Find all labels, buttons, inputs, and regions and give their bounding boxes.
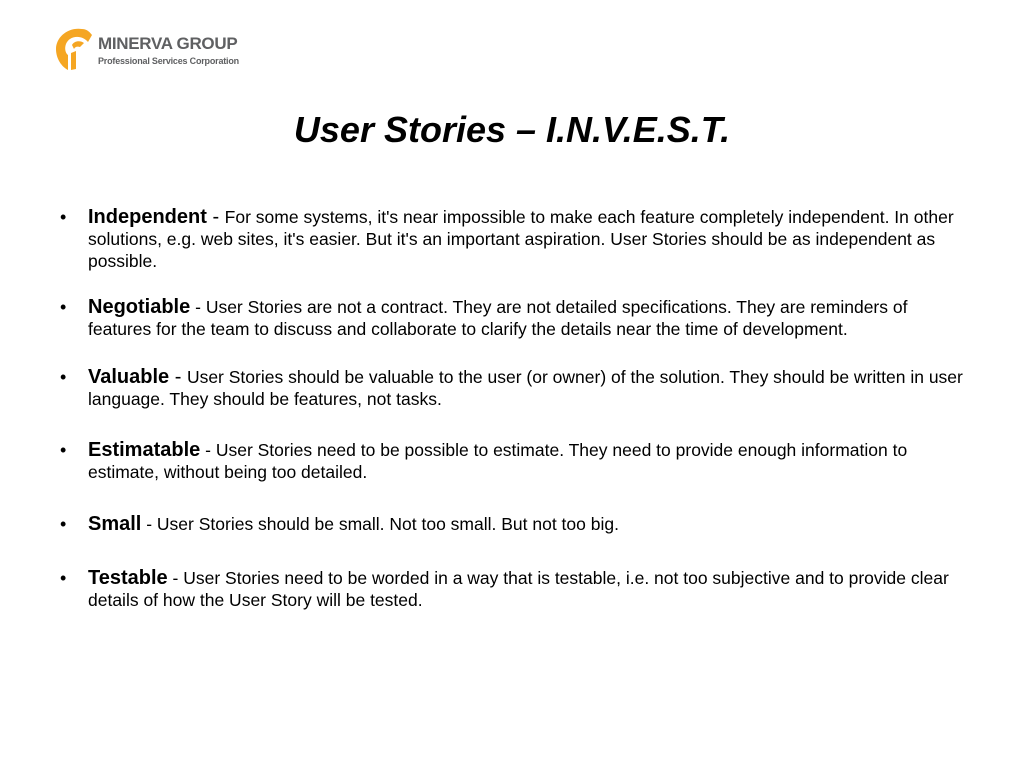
bullet-testable xyxy=(56,567,966,611)
bullet-small xyxy=(56,513,966,535)
bullet-separator: - xyxy=(167,568,184,588)
bullet-description: User Stories need to be worded in a way that is testable, i.e. not too subjective and to provide clear details of how the User Story will be tested. xyxy=(88,568,949,610)
bullet-separator: - xyxy=(200,440,216,460)
helmet-logo-icon xyxy=(52,25,94,71)
logo-company-subtitle: Professional Services Corporation xyxy=(98,56,239,66)
slide-title: User Stories – I.N.V.E.S.T. xyxy=(293,109,731,150)
bullet-description: For some systems, it's near impossible to make each feature completely independent. In other solutions, e.g. web sites, it's easier. But it's an important aspiration. User Stories should be as independent as possible. xyxy=(88,207,954,271)
bullet-description: User Stories are not a contract. They are not detailed specifications. They are reminders of features for the team to discuss and collaborate to clarify the details near the time of development. xyxy=(88,297,908,339)
bullet-term: Small xyxy=(88,513,142,535)
bullet-separator: - xyxy=(206,206,225,228)
bullet-independent xyxy=(56,206,966,272)
bullet-term: Valuable xyxy=(88,366,170,388)
bullet-description: User Stories need to be possible to estimate. They need to provide enough information to estimate, without being too detailed. xyxy=(88,440,908,482)
invest-bullet-list xyxy=(56,206,966,611)
bullet-term: Independent xyxy=(88,206,207,228)
logo-company-name: MINERVA GROUP xyxy=(98,34,238,53)
bullet-term: Negotiable xyxy=(88,296,191,318)
bullet-valuable xyxy=(56,366,966,410)
bullet-estimatable xyxy=(56,439,966,483)
bullet-description: User Stories should be valuable to the user (or owner) of the solution. They should be written in user language. They should be features, not tasks. xyxy=(88,367,963,409)
bullet-separator: - xyxy=(169,366,187,388)
bullet-separator: - xyxy=(190,297,206,317)
company-logo xyxy=(52,25,252,75)
bullet-term: Estimatable xyxy=(88,439,201,461)
bullet-negotiable xyxy=(56,296,966,340)
bullet-separator: - xyxy=(141,514,157,534)
bullet-description: User Stories should be small. Not too small. But not too big. xyxy=(156,514,619,534)
bullet-term: Testable xyxy=(88,567,168,589)
